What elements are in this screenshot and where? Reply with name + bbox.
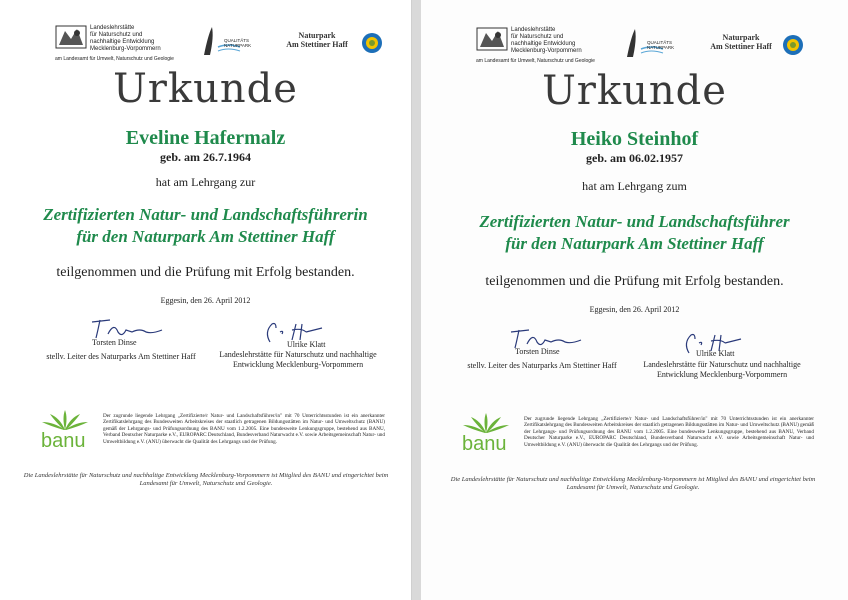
naturpark-seal	[782, 34, 804, 56]
certificate-title: Urkunde	[113, 66, 298, 112]
course-intro: hat am Lehrgang zur	[155, 175, 256, 189]
passed-statement: teilgenommen und die Prüfung mit Erfolg bestanden.	[56, 265, 355, 280]
institute-name	[90, 25, 190, 53]
institute-line: Mecklenburg-Vorpommern	[511, 48, 582, 54]
naturpark-line: Am Stettiner Haff	[286, 40, 348, 49]
footer-note	[20, 472, 392, 488]
naturpark-seal-icon	[361, 32, 383, 54]
institute-line: nachhaltige Entwicklung	[511, 41, 576, 47]
institute-logo-icon	[55, 25, 87, 49]
banu-description: Der zugrunde liegende Lehrgang „Zertifizierte/r Natur- und Landschaftsführer/in" mit 70 Unterrichtsstunden ist ein anerkannter Zertifikatslehrgang des Bundesweiten Arbeitskreises der staatlich getragenen Bildungsstätten im Natur- und Umweltschutz (BANU) gemäß der Lehrgangs- und Prüfungsordnung des BANU vom 1.2.2005. Eine bundesweite Lenkungsgruppe, bestehend aus BANU, Verband Deutscher Naturparke e.V., EUROPARC Deutschland, Bundesverband Naturwacht e.V. sowie Arbeitsgemeinschaft Natur- und Umweltbildung e.V. (ANU) überwacht die Qualität des Lehrgangs und der Prüfung.	[103, 413, 385, 445]
naturpark-name	[701, 33, 781, 51]
institute-sub: am Landesamt für Umwelt, Naturschutz und Geologie	[476, 58, 595, 64]
institute-logo	[55, 25, 87, 49]
footer-note	[443, 476, 823, 492]
banu-leaf-logo	[40, 408, 90, 432]
institute-line: Mecklenburg-Vorpommern	[90, 46, 161, 52]
naturpark-line: Naturpark	[722, 33, 760, 42]
naturpark-name	[277, 31, 357, 49]
footer-line: Die Landeslehrstätte für Naturschutz und nachhaltige Entwicklung Mecklenburg-Vorpommern ist Mitglied des BANU und eingerichtet beim	[450, 476, 816, 483]
footer-line: Die Landeslehrstätte für Naturschutz und nachhaltige Entwicklung Mecklenburg-Vorpommern ist Mitglied des BANU und eingerichtet beim	[23, 472, 389, 479]
place-date: Eggesin, den 26. April 2012	[589, 305, 680, 314]
banu-leaf-icon	[461, 411, 511, 435]
institute-line: nachhaltige Entwicklung	[90, 39, 155, 45]
signer-role-line: Landeslehrstätte für Naturschutz und nachhaltige	[643, 360, 801, 369]
quality-label: QUALITÄTS NATURPARK	[647, 40, 675, 50]
institute-logo-icon	[476, 27, 508, 51]
banu-leaf-logo	[461, 411, 511, 435]
course-line: für den Naturpark Am Stettiner Haff	[505, 234, 764, 253]
recipient-name: Eveline Hafermalz	[125, 127, 286, 149]
footer-line: Landesamt für Umwelt, Naturschutz und Geologie.	[139, 480, 273, 487]
naturpark-seal	[361, 32, 383, 54]
certificate-right	[421, 0, 848, 600]
passed-statement: teilgenommen und die Prüfung mit Erfolg bestanden.	[485, 274, 784, 289]
birth-date: geb. am 06.02.1957	[586, 151, 683, 165]
quality-label: QUALITÄTS NATURPARK	[224, 38, 252, 48]
course-title	[0, 204, 411, 248]
banu-wordmark: banu	[462, 433, 507, 455]
institute-logo	[476, 27, 508, 51]
recipient-name: Heiko Steinhof	[570, 128, 699, 150]
institute-sub: am Landesamt für Umwelt, Naturschutz und Geologie	[55, 56, 174, 62]
signer-role	[208, 350, 388, 370]
signer-name: Torsten Dinse	[92, 338, 137, 347]
place-date: Eggesin, den 26. April 2012	[160, 296, 251, 305]
signer-name: Torsten Dinse	[515, 347, 560, 356]
institute-line: Landeslehrstätte	[90, 25, 135, 31]
certificate-title: Urkunde	[542, 68, 727, 114]
signer-name: Ulrike Klatt	[287, 340, 326, 349]
signer-name: Ulrike Klatt	[696, 349, 735, 358]
course-line: für den Naturpark Am Stettiner Haff	[76, 227, 335, 246]
footer-line: Landesamt für Umwelt, Naturschutz und Geologie.	[566, 484, 700, 491]
signer-role	[629, 360, 815, 380]
course-intro: hat am Lehrgang zum	[582, 179, 687, 193]
institute-line: für Naturschutz und	[90, 32, 143, 38]
course-line: Zertifizierten Natur- und Landschaftsführer	[479, 212, 790, 231]
signer-role: stellv. Leiter des Naturparks Am Stettiner Haff	[467, 361, 617, 370]
banu-leaf-icon	[40, 408, 90, 432]
institute-line: für Naturschutz und	[511, 34, 564, 40]
signer-role-line: Landeslehrstätte für Naturschutz und nachhaltige	[219, 350, 377, 359]
institute-line: Landeslehrstätte	[511, 27, 556, 33]
course-title	[421, 211, 848, 255]
course-line: Zertifizierten Natur- und Landschaftsführerin	[43, 205, 368, 224]
banu-description: Der zugrunde liegende Lehrgang „Zertifizierte/r Natur- und Landschaftsführer/in" mit 70 Unterrichtsstunden ist ein anerkannter Zertifikatslehrgang des Bundesweiten Arbeitskreises der staatlich getragenen Bildungsstätten im Natur- und Umweltschutz (BANU) gemäß der Lehrgangs- und Prüfungsordnung des BANU vom 1.2.2005. Eine bundesweite Lenkungsgruppe, bestehend aus BANU, Verband Deutscher Naturparke e.V., EUROPARC Deutschland, Bundesverband Naturwacht e.V. sowie Arbeitsgemeinschaft Natur- und Umweltbildung e.V. (ANU) überwacht die Qualität des Lehrgangs und der Prüfung.	[524, 416, 814, 448]
institute-name	[511, 27, 611, 55]
signer-role-line: Entwicklung Mecklenburg-Vorpommern	[656, 370, 788, 379]
signature-dinse-icon	[88, 316, 168, 340]
signature-dinse	[88, 316, 168, 340]
signer-role: stellv. Leiter des Naturparks Am Stettiner Haff	[46, 352, 196, 361]
naturpark-line: Naturpark	[298, 31, 336, 40]
naturpark-line: Am Stettiner Haff	[710, 42, 772, 51]
banu-wordmark: banu	[41, 430, 86, 452]
certificate-left	[0, 0, 412, 600]
naturpark-seal-icon	[782, 34, 804, 56]
birth-date: geb. am 26.7.1964	[160, 150, 251, 164]
signer-role-line: Entwicklung Mecklenburg-Vorpommern	[232, 360, 364, 369]
